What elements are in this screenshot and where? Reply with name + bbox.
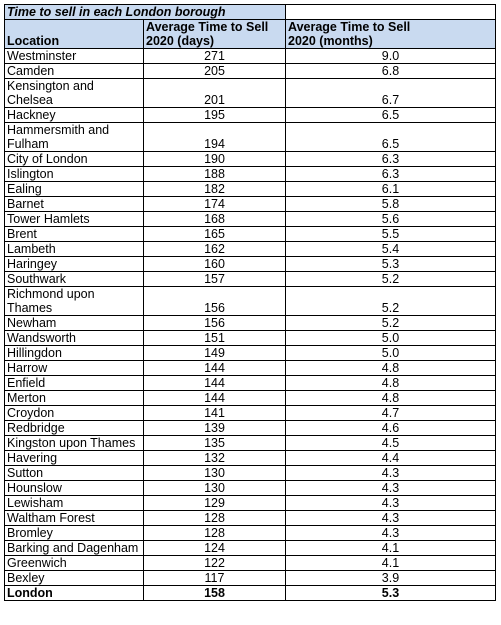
table-row <box>5 152 496 167</box>
location-cell[interactable]: Hackney <box>5 108 144 123</box>
spreadsheet <box>4 4 495 601</box>
table-row <box>5 182 496 197</box>
table-row <box>5 361 496 376</box>
location-cell[interactable]: Merton <box>5 391 144 406</box>
months-cell[interactable]: 4.3 <box>286 481 496 496</box>
location-cell[interactable]: Lewisham <box>5 496 144 511</box>
months-cell[interactable]: 5.5 <box>286 227 496 242</box>
days-cell[interactable]: 182 <box>144 182 286 197</box>
location-cell[interactable]: Sutton <box>5 466 144 481</box>
months-cell[interactable]: 5.2 <box>286 316 496 331</box>
months-cell[interactable]: 5.4 <box>286 242 496 257</box>
location-cell[interactable]: City of London <box>5 152 144 167</box>
table-title[interactable]: Time to sell in each London borough <box>5 5 286 20</box>
months-cell[interactable]: 4.6 <box>286 421 496 436</box>
days-cell[interactable]: 124 <box>144 541 286 556</box>
table-row <box>5 436 496 451</box>
table-row <box>5 556 496 571</box>
location-cell[interactable]: Harrow <box>5 361 144 376</box>
table-row <box>5 541 496 556</box>
table-row <box>5 49 496 64</box>
header-location[interactable]: Location <box>5 20 144 49</box>
months-cell[interactable]: 4.3 <box>286 466 496 481</box>
months-cell[interactable]: 4.8 <box>286 361 496 376</box>
months-cell[interactable]: 5.2 <box>286 272 496 287</box>
title-row <box>5 5 496 20</box>
days-cell[interactable]: 128 <box>144 526 286 541</box>
days-cell[interactable]: 144 <box>144 391 286 406</box>
days-cell[interactable]: 130 <box>144 466 286 481</box>
table-row <box>5 108 496 123</box>
location-cell[interactable]: Southwark <box>5 272 144 287</box>
days-cell[interactable]: 151 <box>144 331 286 346</box>
location-cell[interactable]: Brent <box>5 227 144 242</box>
location-cell[interactable]: Barnet <box>5 197 144 212</box>
table-row <box>5 257 496 272</box>
months-cell[interactable]: 4.1 <box>286 556 496 571</box>
location-cell[interactable]: Havering <box>5 451 144 466</box>
table-row <box>5 571 496 586</box>
location-cell[interactable]: Croydon <box>5 406 144 421</box>
header-months[interactable] <box>286 20 496 49</box>
table-row <box>5 123 496 152</box>
location-cell[interactable]: Newham <box>5 316 144 331</box>
header-days-line2: 2020 (days) <box>146 34 215 48</box>
location-cell[interactable]: Hillingdon <box>5 346 144 361</box>
total-row <box>5 586 496 601</box>
location-cell[interactable]: Kensington and Chelsea <box>5 79 144 108</box>
table-row <box>5 526 496 541</box>
location-cell[interactable]: London <box>5 586 144 601</box>
header-row <box>5 20 496 49</box>
table-row <box>5 331 496 346</box>
table-row <box>5 79 496 108</box>
location-cell[interactable]: Bexley <box>5 571 144 586</box>
months-cell[interactable]: 4.5 <box>286 436 496 451</box>
months-cell[interactable]: 4.4 <box>286 451 496 466</box>
days-cell[interactable]: 135 <box>144 436 286 451</box>
location-cell[interactable]: Kingston upon Thames <box>5 436 144 451</box>
location-cell[interactable]: Tower Hamlets <box>5 212 144 227</box>
location-cell[interactable]: Waltham Forest <box>5 511 144 526</box>
location-cell[interactable]: Islington <box>5 167 144 182</box>
days-cell[interactable]: 165 <box>144 227 286 242</box>
table-row <box>5 466 496 481</box>
months-cell[interactable]: 9.0 <box>286 49 496 64</box>
table-row <box>5 287 496 316</box>
header-months-line2: 2020 (months) <box>288 34 373 48</box>
table-row <box>5 496 496 511</box>
days-cell[interactable]: 144 <box>144 361 286 376</box>
days-cell[interactable]: 128 <box>144 511 286 526</box>
table-row <box>5 242 496 257</box>
table-row <box>5 167 496 182</box>
table-row <box>5 376 496 391</box>
days-cell[interactable]: 160 <box>144 257 286 272</box>
location-cell[interactable]: Westminster <box>5 49 144 64</box>
table-row <box>5 197 496 212</box>
months-cell[interactable]: 4.8 <box>286 391 496 406</box>
days-cell[interactable]: 195 <box>144 108 286 123</box>
months-cell[interactable]: 6.8 <box>286 64 496 79</box>
months-cell[interactable]: 4.3 <box>286 526 496 541</box>
months-cell[interactable]: 4.8 <box>286 376 496 391</box>
location-cell[interactable]: Hounslow <box>5 481 144 496</box>
days-cell[interactable]: 205 <box>144 64 286 79</box>
table-row <box>5 421 496 436</box>
empty-cell[interactable] <box>286 5 496 20</box>
months-cell[interactable]: 3.9 <box>286 571 496 586</box>
months-cell[interactable]: 5.0 <box>286 331 496 346</box>
header-months-line1: Average Time to Sell <box>288 20 411 34</box>
days-cell[interactable]: 188 <box>144 167 286 182</box>
months-cell[interactable]: 4.3 <box>286 511 496 526</box>
location-cell[interactable]: Haringey <box>5 257 144 272</box>
days-cell[interactable]: 190 <box>144 152 286 167</box>
days-cell[interactable]: 149 <box>144 346 286 361</box>
days-cell[interactable]: 144 <box>144 376 286 391</box>
table-row <box>5 346 496 361</box>
table-row <box>5 481 496 496</box>
months-cell[interactable]: 4.1 <box>286 541 496 556</box>
months-cell[interactable]: 5.3 <box>286 257 496 272</box>
days-cell[interactable]: 156 <box>144 316 286 331</box>
months-cell[interactable]: 6.1 <box>286 182 496 197</box>
days-cell[interactable]: 201 <box>144 79 286 108</box>
time-to-sell-table <box>4 4 496 601</box>
location-cell[interactable]: Bromley <box>5 526 144 541</box>
days-cell[interactable]: 141 <box>144 406 286 421</box>
location-cell[interactable]: Greenwich <box>5 556 144 571</box>
location-cell[interactable]: Richmond upon Thames <box>5 287 144 316</box>
table-row <box>5 406 496 421</box>
table-row <box>5 272 496 287</box>
days-cell[interactable]: 139 <box>144 421 286 436</box>
days-cell[interactable]: 156 <box>144 287 286 316</box>
location-cell[interactable]: Hammersmith and Fulham <box>5 123 144 152</box>
months-cell[interactable]: 6.3 <box>286 167 496 182</box>
table-row <box>5 391 496 406</box>
days-cell[interactable]: 158 <box>144 586 286 601</box>
months-cell[interactable]: 6.5 <box>286 108 496 123</box>
months-cell[interactable]: 4.3 <box>286 496 496 511</box>
days-cell[interactable]: 129 <box>144 496 286 511</box>
months-cell[interactable]: 6.5 <box>286 123 496 152</box>
table-row <box>5 511 496 526</box>
days-cell[interactable]: 132 <box>144 451 286 466</box>
location-cell[interactable]: Redbridge <box>5 421 144 436</box>
header-days[interactable] <box>144 20 286 49</box>
days-cell[interactable]: 194 <box>144 123 286 152</box>
location-cell[interactable]: Barking and Dagenham <box>5 541 144 556</box>
location-cell[interactable]: Enfield <box>5 376 144 391</box>
location-cell[interactable]: Camden <box>5 64 144 79</box>
days-cell[interactable]: 117 <box>144 571 286 586</box>
months-cell[interactable]: 5.0 <box>286 346 496 361</box>
months-cell[interactable]: 5.6 <box>286 212 496 227</box>
days-cell[interactable]: 162 <box>144 242 286 257</box>
days-cell[interactable]: 174 <box>144 197 286 212</box>
table-row <box>5 451 496 466</box>
location-cell[interactable]: Wandsworth <box>5 331 144 346</box>
days-cell[interactable]: 157 <box>144 272 286 287</box>
table-row <box>5 227 496 242</box>
months-cell[interactable]: 4.7 <box>286 406 496 421</box>
days-cell[interactable]: 122 <box>144 556 286 571</box>
location-cell[interactable]: Lambeth <box>5 242 144 257</box>
months-cell[interactable]: 5.8 <box>286 197 496 212</box>
months-cell[interactable]: 6.7 <box>286 79 496 108</box>
days-cell[interactable]: 168 <box>144 212 286 227</box>
months-cell[interactable]: 5.3 <box>286 586 496 601</box>
table-row <box>5 212 496 227</box>
location-cell[interactable]: Ealing <box>5 182 144 197</box>
months-cell[interactable]: 5.2 <box>286 287 496 316</box>
header-days-line1: Average Time to Sell <box>146 20 269 34</box>
table-row <box>5 316 496 331</box>
days-cell[interactable]: 130 <box>144 481 286 496</box>
days-cell[interactable]: 271 <box>144 49 286 64</box>
table-row <box>5 64 496 79</box>
months-cell[interactable]: 6.3 <box>286 152 496 167</box>
